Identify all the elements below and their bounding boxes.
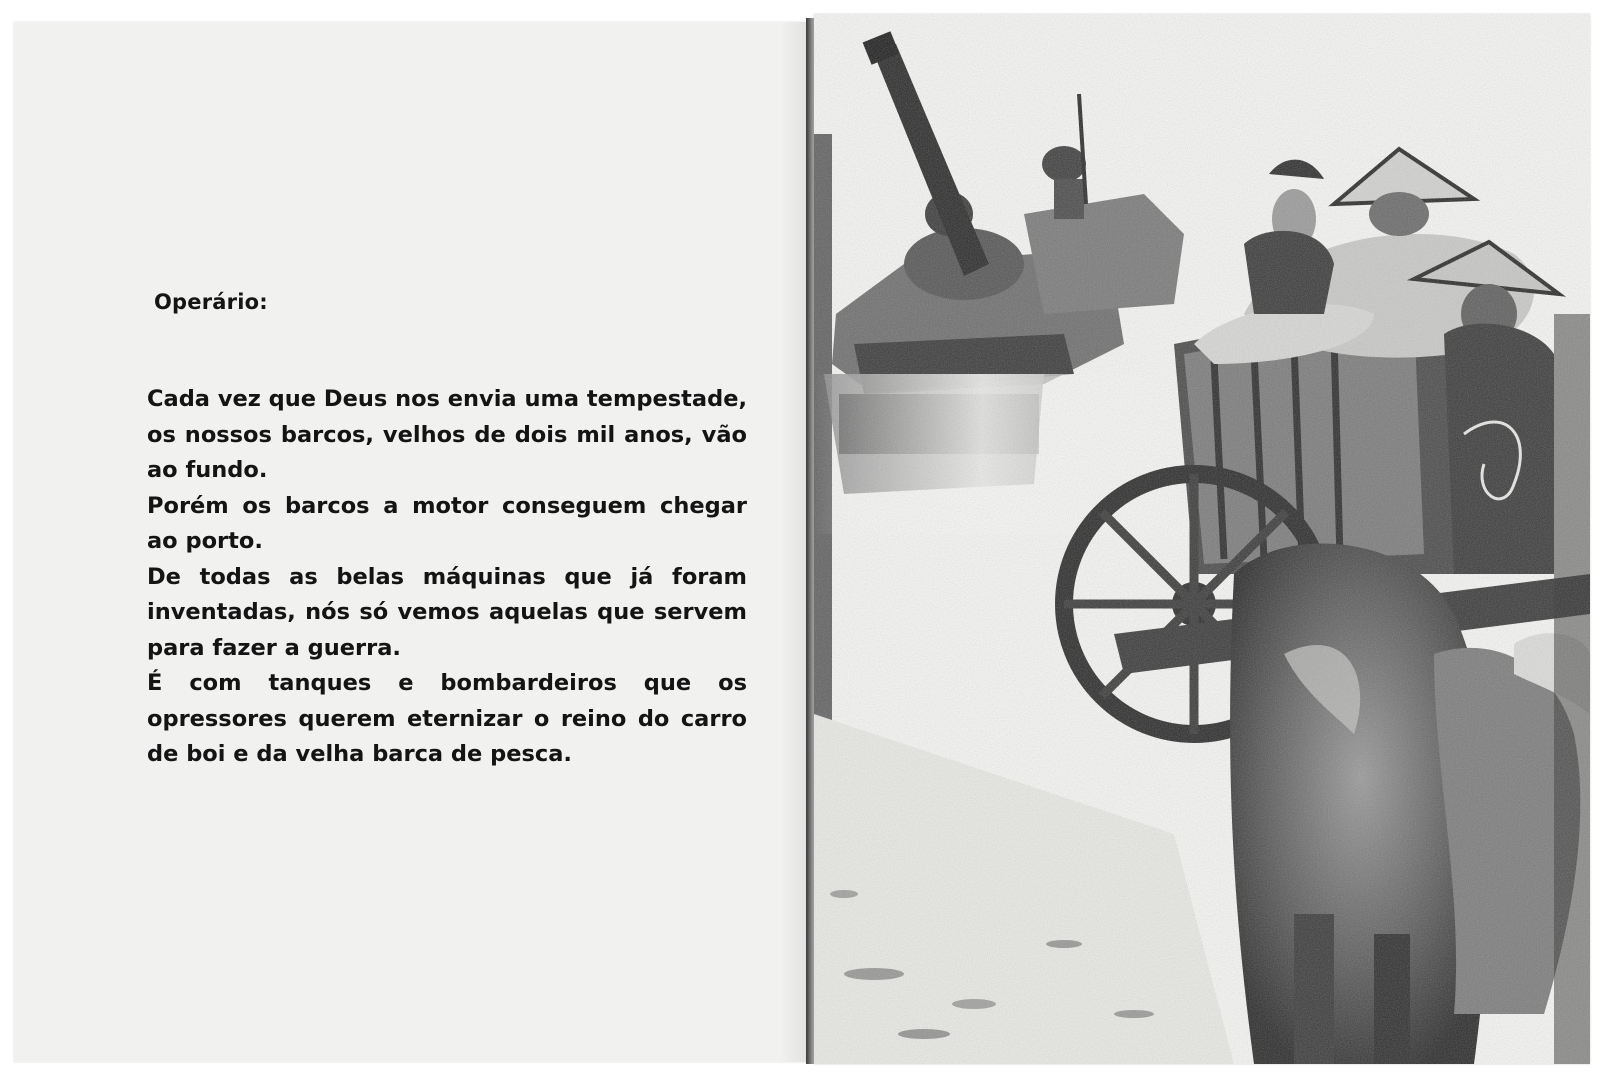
paragraph-4: É com tanques e bombardeiros que os opressores querem eternizar o reino do carro de boi e da velha barca de pesca. <box>147 670 747 767</box>
paragraph-3: De todas as belas máquinas que já foram inventadas, nós só vemos aquelas que servem para fazer a guerra. <box>147 563 747 661</box>
right-page <box>814 14 1590 1064</box>
tanks-and-ox-cart-photo <box>814 14 1590 1064</box>
speaker-label: Operário: <box>154 290 268 314</box>
paragraph-1: Cada vez que Deus nos envia uma tempestade, os nossos barcos, velhos de dois mil anos, vão ao fundo. <box>147 386 747 483</box>
left-page <box>14 22 806 1062</box>
body-text <box>147 382 747 773</box>
paragraph-2: Porém os barcos a motor conseguem chegar ao porto. <box>147 492 747 554</box>
